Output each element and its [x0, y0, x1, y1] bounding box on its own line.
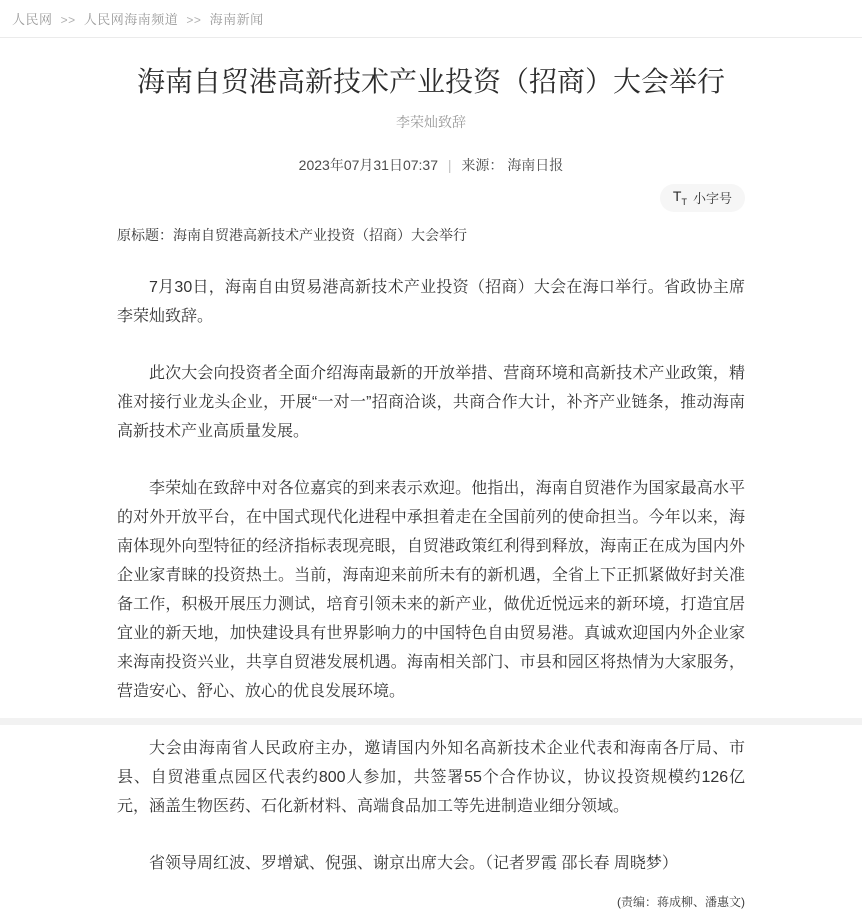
source-label: 来源： — [461, 157, 504, 173]
article-meta — [117, 155, 745, 175]
original-title-label: 原标题： — [117, 227, 173, 243]
breadcrumb-separator: >> — [60, 13, 76, 27]
font-size-icon: $T_T$ — [672, 187, 687, 207]
article-paragraph: 此次大会向投资者全面介绍海南最新的开放举措、营商环境和高新技术产业政策，精准对接行业龙头企业，开展“一对一”招商洽谈，共商合作大计，补齐产业链条，推动海南高新技术产业高质量发展。 — [117, 365, 745, 440]
header-divider — [0, 37, 862, 38]
breadcrumb-link-hainan-news[interactable]: 海南新闻 — [209, 12, 264, 27]
article-paragraph: 7月30日，海南自由贸易港高新技术产业投资（招商）大会在海口举行。省政协主席李荣灿致辞。 — [117, 279, 745, 325]
footer-strip — [0, 718, 862, 725]
meta-separator: | — [447, 157, 452, 173]
source-name[interactable]: 海南日报 — [507, 157, 564, 173]
article-toolbar — [117, 184, 745, 210]
original-title-text: 海南自贸港高新技术产业投资（招商）大会举行 — [173, 227, 467, 243]
editor-credit: (责编：蒋成柳、潘惠文) — [617, 895, 745, 909]
page-title: 海南自贸港高新技术产业投资（招商）大会举行 — [136, 66, 725, 97]
breadcrumb-link-peoples-daily[interactable]: 人民网 — [12, 12, 53, 27]
article-body — [117, 273, 745, 878]
publish-datetime: 2023年07月31日07:37 — [298, 157, 438, 173]
article-paragraph: 大会由海南省人民政府主办，邀请国内外知名高新技术企业代表和海南各厅局、市县、自贸港重点园区代表约800人参加，共签署55个合作协议，协议投资规模约126亿元，涵盖生物医药、石化新材料、高端食品加工等先进制造业细分领域。 — [117, 740, 745, 815]
breadcrumb — [0, 0, 862, 37]
article-subtitle: 李荣灿致辞 — [396, 114, 466, 130]
font-size-button[interactable] — [660, 184, 745, 212]
article-paragraph: 李荣灿在致辞中对各位嘉宾的到来表示欢迎。他指出，海南自贸港作为国家最高水平的对外开放平台，在中国式现代化进程中承担着走在全国前列的使命担当。今年以来，海南体现外向型特征的经济指标表现亮眼，自贸港政策红利得到释放，海南正在成为国内外企业家青睐的投资热土。当前，海南迎来前所未有的新机遇，全省上下正抓紧做好封关准备工作，积极开展压力测试，培育引领未来的新产业，做优近悦远来的新环境，打造宜居宜业的新天地，加快建设具有世界影响力的中国特色自由贸易港。真诚欢迎国内外企业家来海南投资兴业，共享自贸港发展机遇。海南相关部门、市县和园区将热情为大家服务，营造安心、舒心、放心的优良发展环境。 — [117, 480, 745, 700]
article-paragraph: 省领导周红波、罗增斌、倪强、谢京出席大会。（记者罗霞 邵长春 周晓梦） — [149, 855, 678, 872]
article-container — [117, 64, 745, 910]
breadcrumb-separator: >> — [186, 13, 202, 27]
breadcrumb-link-hainan-channel[interactable]: 人民网海南频道 — [83, 12, 179, 27]
font-size-button-label: 小字号 — [692, 191, 732, 206]
original-title-line — [117, 225, 745, 245]
